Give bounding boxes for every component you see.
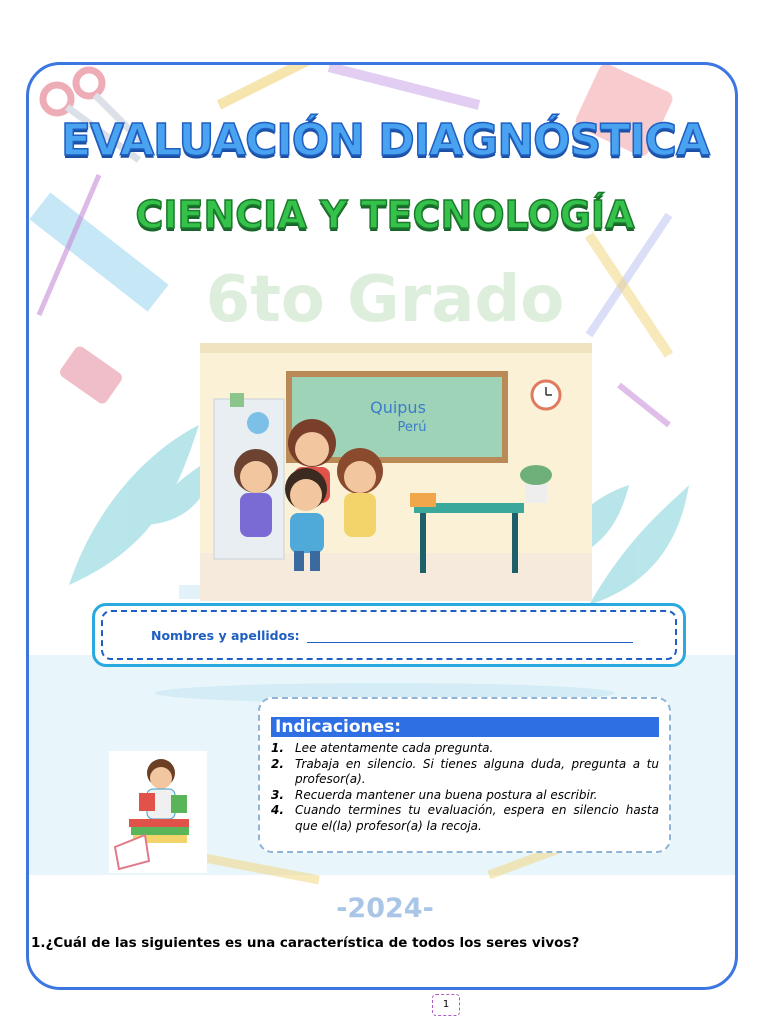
paintbrush-icon bbox=[619, 385, 669, 425]
board-text: Perú bbox=[397, 420, 427, 435]
page-number: 1 bbox=[432, 994, 460, 1016]
instructions-box bbox=[258, 697, 671, 853]
classroom-illustration bbox=[200, 343, 592, 601]
instruction-item: 3. Recuerda mantener una buena postura al escribir. bbox=[271, 787, 598, 802]
board-text: Quipus bbox=[370, 398, 426, 417]
page-frame bbox=[26, 62, 738, 990]
subject-title: CIENCIA Y TECNOLOGÍA bbox=[135, 193, 635, 237]
pencil-icon bbox=[219, 65, 309, 105]
name-input-line[interactable] bbox=[307, 642, 633, 643]
name-label: Nombres y apellidos: bbox=[151, 628, 300, 643]
student-reading-illustration bbox=[109, 751, 207, 873]
grade-watermark: 6to Grado bbox=[205, 263, 565, 337]
instruction-item: 2. Trabaja en silencio. Si tienes alguna duda, pregunta a tu profesor(a). bbox=[271, 756, 659, 786]
instructions-list bbox=[271, 741, 659, 834]
student-name-box bbox=[92, 603, 686, 667]
year-label: -2024- bbox=[336, 893, 434, 924]
instructions-title: Indicaciones: bbox=[271, 717, 659, 737]
question-1: 1.¿Cuál de las siguientes es una característica de todos los seres vivos? bbox=[31, 935, 580, 951]
eraser-icon bbox=[58, 344, 125, 406]
pencil-icon bbox=[329, 67, 479, 105]
instruction-item: 4. Cuando termines tu evaluación, espera en silencio hasta que el(la) profesor(a) la recoja. bbox=[271, 803, 659, 833]
page-title: EVALUACIÓN DIAGNÓSTICA bbox=[61, 115, 709, 166]
instruction-item: 1. Lee atentamente cada pregunta. bbox=[271, 741, 494, 755]
